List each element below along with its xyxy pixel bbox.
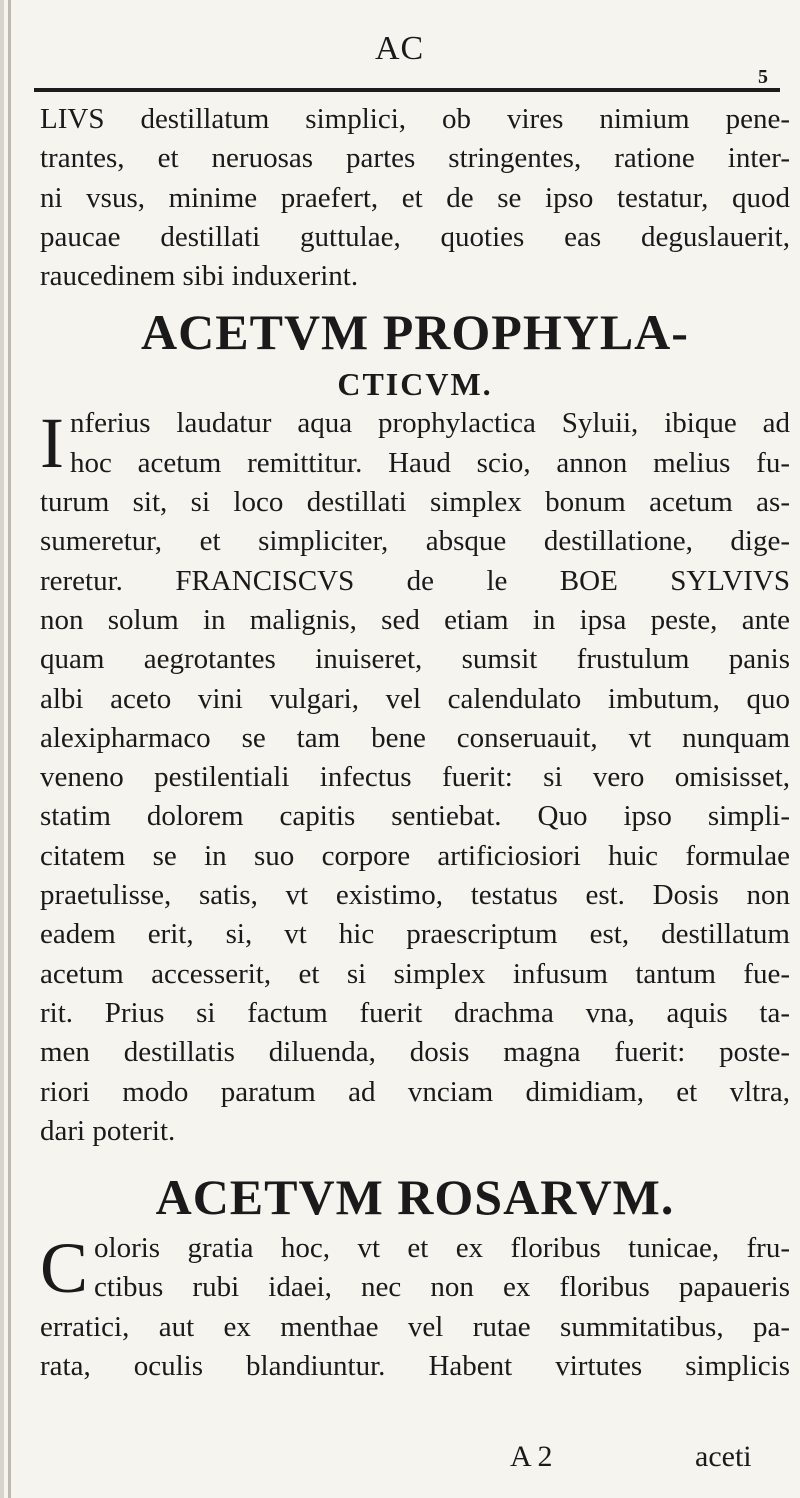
text-line: quam aegrotantes inuiseret, sumsit frustulum panis [40,643,790,676]
running-title: AC [375,30,425,67]
text-line: hoc acetum remittitur. Haud scio, annon melius fu- [69,446,790,479]
running-head [0,30,800,90]
text-line: nferius laudatur aqua prophylactica Syluii, ibique ad [69,407,790,440]
drop-cap: C [40,1228,89,1309]
text-line: trantes, et neruosas partes stringentes, ratione inter- [40,142,790,175]
text-line: riori modo paratum ad vnciam dimidiam, et vltra, [40,1075,790,1108]
text-line: statim dolorem capitis sentiebat. Quo ipso simpli- [40,800,790,833]
text-line: turum sit, si loco destillati simplex bonum acetum as- [40,486,790,519]
text-line: oloris gratia hoc, vt et ex floribus tunicae, fru- [94,1232,790,1265]
text-line: alexipharmaco se tam bene conseruauit, vt nunquam [40,721,790,754]
signature-mark: A 2 [510,1440,553,1473]
text-line: albi aceto vini vulgari, vel calendulato imbutum, quo [40,682,790,715]
text-line: ni vsus, minime praefert, et de se ipso testatur, quod [40,181,790,214]
text-line: men destillatis diluenda, dosis magna fuerit: poste- [40,1036,790,1069]
text-line: eadem erit, si, vt hic praescriptum est, destillatum [40,918,790,951]
body-text [40,96,790,1386]
section-heading-acetum-prophylacticum: ACETVM PROPHYLA- [141,304,689,361]
text-line: LIVS destillatum simplici, ob vires nimium pene- [40,103,790,135]
section-prophylacticum-paragraph [40,404,790,1151]
text-line: rit. Prius si factum fuerit drachma vna, aquis ta- [40,996,790,1029]
page-footer [0,1440,800,1480]
text-line: dari poterit. [40,1114,176,1147]
page-edge-line [8,0,11,1498]
text-line: non solum in malignis, sed etiam in ipsa peste, ante [40,603,790,636]
text-line: sumeretur, et simpliciter, absque destillatione, dige- [40,525,790,558]
section-rosarum-paragraph [40,1229,790,1386]
text-line: ctibus rubi idaei, nec non ex floribus papaueris [94,1271,790,1304]
section-heading-acetum-rosarum: ACETVM ROSARVM. [155,1169,675,1226]
header-rule [34,88,780,92]
text-line: citatem se in suo corpore artificiosiori huic formulae [40,839,790,872]
text-line: erratici, aut ex menthae vel rutae summitatibus, pa- [40,1310,790,1343]
text-line: praetulisse, satis, vt existimo, testatus est. Dosis non [40,879,790,912]
text-line: reretur. FRANCISCVS de le BOE SYLVIVS [40,564,790,597]
signature-mark: 5 [758,66,768,88]
drop-cap: I [40,403,64,484]
page-gutter [0,0,4,1498]
section-destillatum-paragraph [40,100,790,296]
section-subheading: CTICVM. [337,366,493,403]
text-line: rata, oculis blandiuntur. Habent virtutes simplicis [40,1350,790,1383]
catchword: aceti [695,1440,752,1473]
text-line: raucedinem sibi induxerint. [40,260,359,293]
text-line: paucae destillati guttulae, quoties eas deguslauerit, [40,220,790,253]
text-line: veneno pestilentiali infectus fuerit: si vero omisisset, [40,761,790,794]
text-line: acetum accesserit, et si simplex infusum tantum fue- [40,957,790,990]
